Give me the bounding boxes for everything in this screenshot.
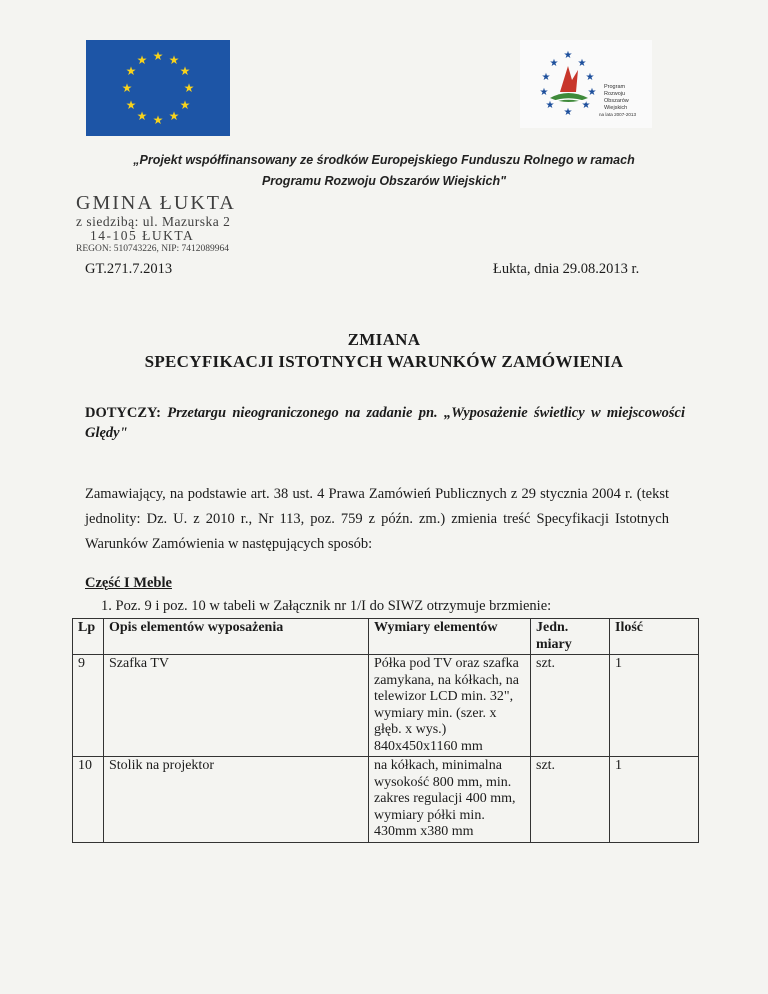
svg-text:★: ★ bbox=[577, 58, 587, 69]
reference-number: GT.271.7.2013 bbox=[85, 261, 173, 277]
svg-text:★: ★ bbox=[585, 72, 595, 83]
eu-flag-logo bbox=[86, 40, 230, 136]
prow-emblem-icon bbox=[520, 40, 652, 128]
svg-text:★: ★ bbox=[545, 100, 555, 111]
svg-text:Obszarów: Obszarów bbox=[604, 98, 629, 104]
svg-text:★: ★ bbox=[581, 100, 591, 111]
table-header-row bbox=[73, 619, 699, 655]
cell-unit: szt. bbox=[531, 655, 610, 757]
intro-paragraph: Zamawiający, na podstawie art. 38 ust. 4 Prawa Zamówień Publicznych z 29 stycznia 2004 r. (tekst jednolity: Dz. U. z 2010 r., Nr 113, poz. 759 z późn. zm.) zmienia treść Specyfikacji Istotnych Warunków Zamówienia w następujących sposób: bbox=[85, 486, 669, 552]
svg-text:na lata 2007-2013: na lata 2007-2013 bbox=[599, 112, 637, 117]
svg-text:★: ★ bbox=[125, 98, 137, 112]
header-unit: Jedn. miary bbox=[531, 619, 610, 655]
stamp-title: GMINA ŁUKTA bbox=[76, 192, 236, 214]
svg-text:Program: Program bbox=[604, 84, 626, 90]
concerns-label: DOTYCZY: bbox=[85, 405, 162, 421]
svg-text:★: ★ bbox=[136, 109, 148, 123]
prow-logo bbox=[520, 40, 652, 128]
project-cofinancing-line-2: Programu Rozwoju Obszarów Wiejskich" bbox=[261, 174, 507, 188]
svg-text:★: ★ bbox=[152, 49, 164, 63]
svg-text:★: ★ bbox=[136, 53, 148, 67]
cell-description: Szafka TV bbox=[104, 655, 369, 757]
stamp-address: z siedzibą: ul. Mazurska 2 bbox=[76, 214, 231, 229]
cell-lp: 10 bbox=[73, 757, 104, 843]
svg-text:★: ★ bbox=[179, 98, 191, 112]
date-place: Łukta, dnia 29.08.2013 r. bbox=[493, 261, 640, 277]
document-title: ZMIANA bbox=[347, 330, 421, 349]
part-heading: Część I Meble bbox=[85, 575, 172, 591]
cell-quantity: 1 bbox=[610, 655, 699, 757]
svg-text:★: ★ bbox=[541, 72, 551, 83]
svg-text:★: ★ bbox=[183, 81, 195, 95]
concerns-text: Przetargu nieograniczonego na zadanie pn. „Wyposażenie świetlicy w miejscowości Ględy" bbox=[85, 405, 685, 441]
svg-text:★: ★ bbox=[125, 64, 137, 78]
svg-text:★: ★ bbox=[563, 50, 573, 61]
concerns-paragraph bbox=[85, 403, 685, 443]
table-row bbox=[73, 757, 699, 843]
cell-dimensions: na kółkach, minimalna wysokość 800 mm, min. zakres regulacji 400 mm, wymiary półki min. 430mm x380 mm bbox=[369, 757, 531, 843]
stamp-regon-nip: REGON: 510743226, NIP: 7412089964 bbox=[76, 244, 230, 254]
svg-text:★: ★ bbox=[152, 113, 164, 127]
svg-text:★: ★ bbox=[563, 107, 573, 118]
svg-text:★: ★ bbox=[168, 53, 180, 67]
table-row bbox=[73, 655, 699, 757]
document-subtitle: SPECYFIKACJI ISTOTNYCH WARUNKÓW ZAMÓWIENIA bbox=[144, 352, 624, 371]
stamp-postcode: 14-105 ŁUKTA bbox=[90, 228, 195, 243]
municipality-stamp bbox=[76, 192, 236, 254]
header-dimensions: Wymiary elementów bbox=[369, 619, 531, 655]
header-description: Opis elementów wyposażenia bbox=[104, 619, 369, 655]
eu-stars-icon bbox=[86, 40, 230, 136]
header-quantity: Ilość bbox=[610, 619, 699, 655]
cell-description: Stolik na projektor bbox=[104, 757, 369, 843]
svg-text:Rozwoju: Rozwoju bbox=[604, 91, 626, 97]
svg-text:★: ★ bbox=[179, 64, 191, 78]
cell-lp: 9 bbox=[73, 655, 104, 757]
cell-dimensions: Półka pod TV oraz szafka zamykana, na kółkach, na telewizor LCD min. 32", wymiary min. (szer. x głęb. x wys.) 840x450x1160 mm bbox=[369, 655, 531, 757]
items-table bbox=[72, 618, 699, 843]
svg-text:★: ★ bbox=[549, 58, 559, 69]
svg-text:★: ★ bbox=[168, 109, 180, 123]
header-lp: Lp bbox=[73, 619, 104, 655]
cell-unit: szt. bbox=[531, 757, 610, 843]
svg-text:Wiejskich: Wiejskich bbox=[604, 105, 628, 111]
cell-quantity: 1 bbox=[610, 757, 699, 843]
svg-text:★: ★ bbox=[587, 87, 597, 98]
svg-text:★: ★ bbox=[121, 81, 133, 95]
svg-text:★: ★ bbox=[539, 87, 549, 98]
project-cofinancing-line-1: „Projekt współfinansowany ze środków Europejskiego Funduszu Rolnego w ramach bbox=[133, 153, 635, 167]
point-1-text: 1. Poz. 9 i poz. 10 w tabeli w Załącznik nr 1/I do SIWZ otrzymuje brzmienie: bbox=[101, 598, 552, 614]
